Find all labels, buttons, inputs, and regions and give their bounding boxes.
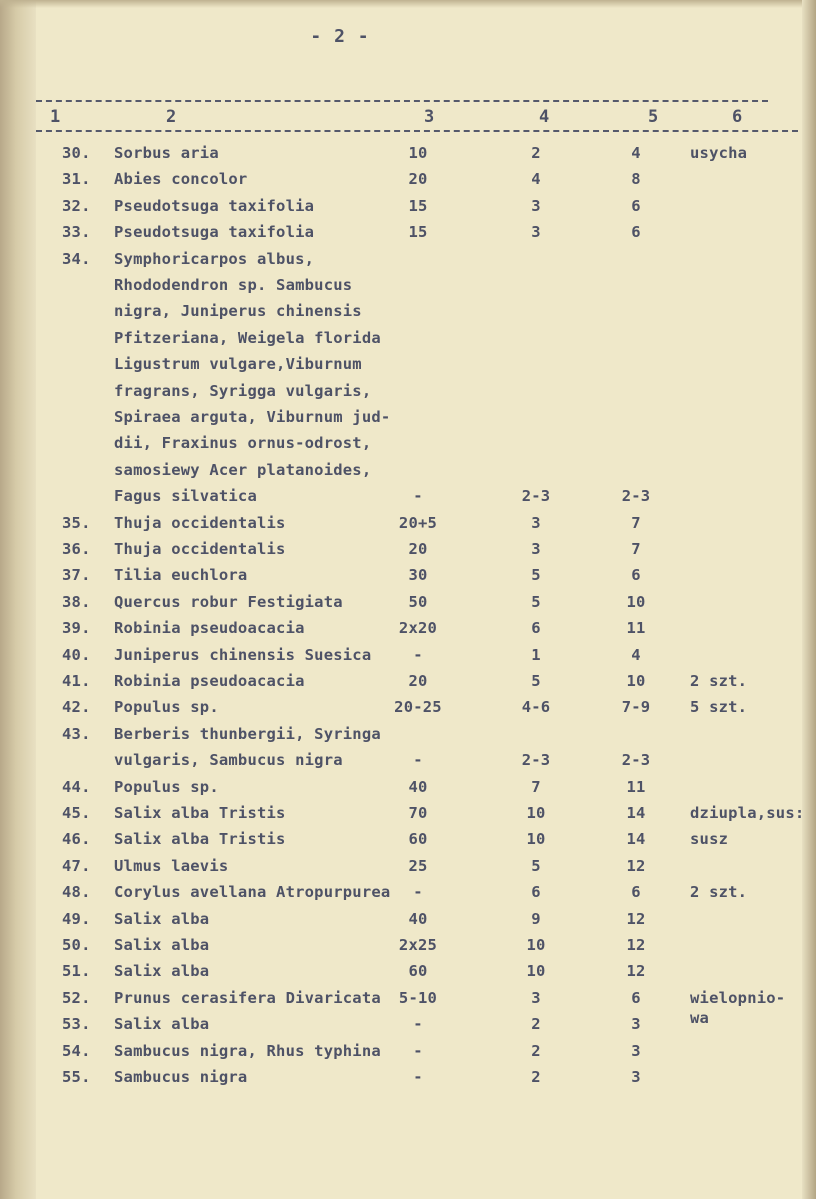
species-name-line: Sorbus aria (114, 144, 219, 162)
row-number: 51. (62, 962, 91, 981)
column-5-value: 3 (631, 1068, 641, 1086)
column-5-value: 12 (626, 936, 646, 954)
row-number: 31. (62, 170, 91, 189)
row-number: 46. (62, 830, 91, 849)
column-3-value: - (413, 1068, 423, 1086)
column-3-value: - (413, 1015, 423, 1034)
column-5-value: 4 (631, 144, 641, 162)
species-name-line: Thuja occidentalis (114, 540, 286, 558)
page-left-edge (0, 0, 36, 1199)
column-3-value: - (413, 487, 423, 506)
row-number: 55. (62, 1068, 91, 1086)
species-name-line: Salix alba Tristis (114, 830, 286, 849)
species-name-line: Abies concolor (114, 170, 248, 189)
species-name-line: Pfitzeriana, Weigela florida (114, 328, 381, 347)
column-4-value: 10 (526, 962, 546, 981)
column-3-value: 15 (408, 196, 428, 215)
row-number: 41. (62, 672, 91, 690)
remarks: susz (690, 830, 729, 849)
column-5-value: 14 (626, 830, 646, 849)
row-number: 38. (62, 592, 91, 611)
remarks: dziupla,sus: (690, 804, 805, 822)
column-5-value: 12 (626, 856, 646, 875)
species-name-line: Prunus cerasifera Divaricata (114, 988, 381, 1007)
row-number: 32. (62, 196, 91, 215)
column-3-value: - (413, 751, 423, 770)
remarks: wielopnio- (690, 988, 786, 1007)
column-4-value: 6 (531, 619, 541, 638)
column-4-value: 3 (531, 988, 541, 1007)
row-number: 35. (62, 513, 91, 532)
species-name-line: samosiewy Acer platanoides, (114, 460, 372, 479)
column-header-6: 6 (732, 107, 743, 127)
species-name-line: Sambucus nigra (114, 1068, 248, 1086)
species-name-line: Populus sp. (114, 698, 219, 717)
page-right-edge (802, 0, 816, 1199)
species-name-line: Fagus silvatica (114, 487, 257, 506)
column-3-value: 10 (408, 144, 428, 162)
column-4-value: 10 (526, 804, 546, 822)
column-5-value: 7 (631, 513, 641, 532)
column-header-3: 3 (424, 107, 435, 127)
species-name-line: Salix alba (114, 936, 210, 954)
column-3-value: 50 (408, 592, 428, 611)
row-number: 30. (62, 144, 91, 162)
column-3-value: 20 (408, 540, 428, 558)
remarks: 2 szt. (690, 883, 748, 902)
column-3-value: 20 (408, 672, 428, 690)
row-number: 36. (62, 540, 91, 558)
species-name-line: Ligustrum vulgare,Viburnum (114, 355, 362, 374)
column-4-value: 1 (531, 645, 541, 664)
header-rule-bottom (36, 130, 798, 132)
page-number: - 2 - (310, 26, 370, 47)
column-5-value: 3 (631, 1041, 641, 1060)
column-3-value: 40 (408, 909, 428, 928)
column-4-value: 5 (531, 672, 541, 690)
species-name-line: Salix alba (114, 909, 210, 928)
column-4-value: 7 (531, 777, 541, 796)
column-4-value: 2 (531, 1068, 541, 1086)
column-5-value: 11 (626, 619, 646, 638)
species-name-line: dii, Fraxinus ornus-odrost, (114, 434, 372, 453)
row-number: 37. (62, 566, 91, 585)
row-number: 39. (62, 619, 91, 638)
column-4-value: 2 (531, 1041, 541, 1060)
species-name-line: Salix alba Tristis (114, 804, 286, 822)
row-number: 45. (62, 804, 91, 822)
species-name-line: nigra, Juniperus chinensis (114, 302, 362, 321)
column-3-value: - (413, 1041, 423, 1060)
column-3-value: - (413, 645, 423, 664)
remarks: usycha (690, 144, 748, 162)
species-name-line: Pseudotsuga taxifolia (114, 223, 315, 242)
row-number: 50. (62, 936, 91, 954)
column-3-value: 60 (408, 830, 428, 849)
species-name-line: Robinia pseudoacacia (114, 619, 305, 638)
column-5-value: 6 (631, 988, 641, 1007)
remarks: 5 szt. (690, 698, 748, 717)
column-4-value: 2-3 (521, 751, 551, 770)
row-number: 53. (62, 1015, 91, 1034)
column-3-value: 25 (408, 856, 428, 875)
column-3-value: 20 (408, 170, 428, 189)
species-name-line: Rhododendron sp. Sambucus (114, 276, 353, 294)
column-5-value: 3 (631, 1015, 641, 1034)
column-5-value: 12 (626, 909, 646, 928)
column-4-value: 3 (531, 513, 541, 532)
row-number: 42. (62, 698, 91, 717)
column-header-1: 1 (50, 107, 61, 127)
species-name-line: Tilia euchlora (114, 566, 248, 585)
column-4-value: 2-3 (521, 487, 551, 506)
row-number: 48. (62, 883, 91, 902)
species-name-line: Spiraea arguta, Viburnum jud- (114, 408, 391, 426)
row-number: 33. (62, 223, 91, 242)
species-name-line: Quercus robur Festigiata (114, 592, 343, 611)
row-number: 52. (62, 988, 91, 1007)
species-name-line: Berberis thunbergii, Syringa (114, 724, 381, 743)
column-3-value: 2x25 (398, 936, 438, 954)
column-3-value: 20+5 (398, 513, 438, 532)
row-number: 44. (62, 777, 91, 796)
column-4-value: 3 (531, 196, 541, 215)
remarks: wa (690, 1008, 710, 1027)
column-4-value: 10 (526, 936, 546, 954)
column-4-value: 5 (531, 856, 541, 875)
column-3-value: 2x20 (398, 619, 438, 638)
column-5-value: 6 (631, 883, 641, 902)
species-name-line: Symphoricarpos albus, (114, 249, 315, 268)
column-4-value: 3 (531, 540, 541, 558)
column-4-value: 2 (531, 144, 541, 162)
column-5-value: 14 (626, 804, 646, 822)
column-3-value: 20-25 (394, 698, 442, 717)
species-name-line: Pseudotsuga taxifolia (114, 196, 315, 215)
column-5-value: 10 (626, 592, 646, 611)
column-header-5: 5 (648, 107, 659, 127)
column-5-value: 2-3 (621, 487, 651, 506)
column-5-value: 6 (631, 223, 641, 242)
column-5-value: 6 (631, 196, 641, 215)
species-name-line: Robinia pseudoacacia (114, 672, 305, 690)
species-name-line: vulgaris, Sambucus nigra (114, 751, 343, 770)
column-3-value: 40 (408, 777, 428, 796)
column-4-value: 4 (531, 170, 541, 189)
column-3-value: 60 (408, 962, 428, 981)
row-number: 49. (62, 909, 91, 928)
column-4-value: 3 (531, 223, 541, 242)
column-4-value: 5 (531, 566, 541, 585)
species-name-line: fragrans, Syrigga vulgaris, (114, 381, 372, 400)
column-4-value: 2 (531, 1015, 541, 1034)
column-4-value: 6 (531, 883, 541, 902)
row-number: 47. (62, 856, 91, 875)
remarks: 2 szt. (690, 672, 748, 690)
column-4-value: 9 (531, 909, 541, 928)
species-name-line: Populus sp. (114, 777, 219, 796)
column-4-value: 4-6 (521, 698, 551, 717)
species-name-line: Sambucus nigra, Rhus typhina (114, 1041, 381, 1060)
column-3-value: - (413, 883, 423, 902)
species-name-line: Thuja occidentalis (114, 513, 286, 532)
column-5-value: 8 (631, 170, 641, 189)
column-5-value: 4 (631, 645, 641, 664)
column-3-value: 5-10 (398, 988, 438, 1007)
species-name-line: Ulmus laevis (114, 856, 229, 875)
header-rule-top (36, 100, 768, 102)
species-name-line: Corylus avellana Atropurpurea (114, 883, 391, 902)
species-name-line: Juniperus chinensis Suesica (114, 645, 372, 664)
column-5-value: 11 (626, 777, 646, 796)
column-4-value: 10 (526, 830, 546, 849)
row-number: 54. (62, 1041, 91, 1060)
column-5-value: 2-3 (621, 751, 651, 770)
column-3-value: 15 (408, 223, 428, 242)
column-header-2: 2 (166, 107, 177, 127)
row-number: 34. (62, 249, 91, 268)
column-5-value: 12 (626, 962, 646, 981)
row-number: 40. (62, 645, 91, 664)
species-name-line: Salix alba (114, 962, 210, 981)
column-5-value: 10 (626, 672, 646, 690)
column-5-value: 6 (631, 566, 641, 585)
species-name-line: Salix alba (114, 1015, 210, 1034)
column-4-value: 5 (531, 592, 541, 611)
page-top-edge (0, 0, 816, 8)
column-5-value: 7 (631, 540, 641, 558)
row-number: 43. (62, 724, 91, 743)
column-5-value: 7-9 (621, 698, 651, 717)
column-3-value: 70 (408, 804, 428, 822)
column-header-4: 4 (539, 107, 550, 127)
column-3-value: 30 (408, 566, 428, 585)
